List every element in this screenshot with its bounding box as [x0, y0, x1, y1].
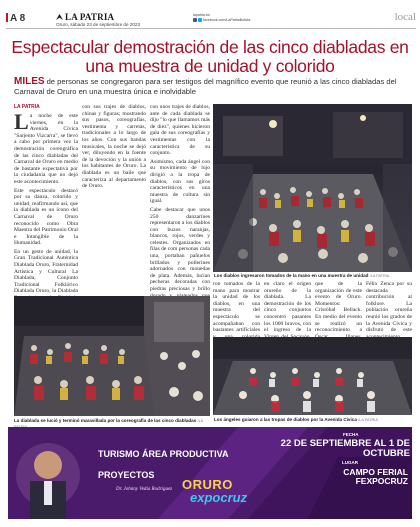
ad-brand-expocruz: expocruz — [190, 490, 248, 505]
ad-date-label: FECHA — [343, 432, 359, 437]
photo-caption-left: La diablada se lució y terminó maravillada por la coreografía de las cinco diabladas /LA — [14, 418, 204, 423]
paragraph: ron tomados de la mano para mostrar la unidad de los diablos, en una muestra del espectáculo se acompañaban con bastantes artificiales — [213, 281, 260, 334]
ad-date: 22 DE SEPTIEMBRE AL 1 DE OCTUBRE — [280, 438, 410, 459]
photo-coreografia — [14, 296, 210, 416]
facebook-icon — [193, 18, 197, 22]
page-number: A 8 — [6, 13, 25, 24]
dancers-photo — [14, 296, 210, 416]
crowd-photo — [213, 104, 412, 272]
section-label: local — [394, 11, 416, 23]
paragraph: en claro el origen orureño de la diablada. La demostración de los cinco conjuntos concentró pasantes los 1000 bravos, con el ingreso de la — [264, 281, 311, 334]
paragraph: En un gesto de unidad, la Gran Tradicional Auténtica Diablada Oruro, Fraternidad Artística y Cultural La Diablada, Conjunto Tradicional Folklórico Diablada Oruro, la Diablada — [14, 248, 78, 295]
bird-icon — [56, 14, 63, 20]
ad-subheadline: PROYECTOS — [98, 470, 155, 480]
headline: Espectacular demostración de las cinco diabladas en una muestra de unidad y colorido — [11, 37, 409, 76]
photo-diablos-unidad — [213, 104, 412, 272]
paragraph: Asimismo, cada ángel con su movimiento de lujo dirigió a la tropa de diablos, con sus giros característicos en una muestra de cultura sin igual. — [150, 158, 210, 205]
website-link[interactable]: lapatria.bo — [193, 13, 210, 17]
page-header — [6, 11, 416, 29]
dateline: Oruro, sábado 23 de septiembre de 2023 — [56, 22, 141, 27]
advertisement-banner[interactable] — [8, 427, 412, 519]
ad-brand-oruro: ORURO — [182, 477, 233, 492]
ad-signature: Dr. Johnny Vedia Rodríguez — [116, 487, 173, 492]
paragraph: con sus trajes de diablos, chinas y figuras; mostrando sus pasos, coreografías, vestimenta y carretas, tradicionales a lo largo de los años. Con sus bandas musicales, la noche se dejó ver, diluyendo en la fuente de la devoción y la unión a los habitantes de Oruro. La diablada es un baile que caracteriza al departamento de Oruro. — [82, 104, 146, 190]
photo-angeles — [213, 337, 412, 415]
article-column-1: LA PATRIA La noche de este viernes, en la Avenida Cívica "Sarjento Vizcarra", se llevó a cabo por primera vez la demostración coreográfica de las cinco diabladas del Carnaval de Oruro en medio de bastante expectativa por la ciudadanía que no dejó este acontecimiento. Este espectáculo destacó por su danza, colorido y unidad, reafirmando así, que la diablada es un ícono del Carnaval de Oruro reconocido como Obra Maestra del Patrimonio Oral e Intangible de la Humanidad. En un gesto de unidad, la Gran Tradicional Auténtica Diablada Oruro, Fraternidad Artística y Cultural La Diablada, Conjunto Tradicional Folklórico Diablada Oruro, la Diablada — [14, 104, 78, 294]
ad-place-label: LUGAR — [342, 460, 358, 465]
masthead-logo: LA PATRIA — [56, 12, 114, 22]
drop-cap: L — [14, 109, 29, 134]
ad-headline: TURISMO ÁREA PRODUCTIVA — [98, 449, 229, 459]
deck — [14, 76, 410, 97]
deck-text: de personas se congregaron para ser testigos del magnífico evento que reunió a las cinco diabladas del Carnaval de Oruro en una muestra única e inolvidable — [14, 77, 397, 96]
article-column-3 — [150, 104, 210, 294]
article-column-2 — [82, 104, 146, 294]
photo-caption-top: Los diablos ingresaron tomados de la mano en una muestra de unidad /LA PATRIA — [214, 273, 390, 278]
ad-place: CAMPO FERIAL FEXPOCRUZ — [343, 467, 408, 486]
facebook-link[interactable]: facebook.com/LaPatriaBolivia — [193, 18, 250, 23]
paragraph: Cabe destacar que unos 250 danzarines representaron a los diablos con buzos naranjas, blancos, rojos, verdes y celestes. Organizados en filas de com personas cada una, portaban pañuelos brillados y pollerines adornados con monedas de plata. Además, lucían pecheras decoradas con piedras preciosas y brillo — [150, 206, 210, 293]
paragraph: Félix Zenca por su destacada contribución al folklore. La población orureña reunió los grados de la Avenida Cívica y disfrutó de este — [366, 281, 412, 334]
paragraph: Este espectáculo destacó por su danza, colorido y unidad, reafirmando así, que la diablada es un ícono del Carnaval de Oruro reconocido como Obra Maestra del Patrimonio Oral e Intangible de la Humanidad. — [14, 187, 78, 247]
paragraph: que de la organización de este evento de Oruro. Momentos: Cristóbal Bellack. En medio del evento se realizó un reconocimiento a — [315, 281, 362, 334]
angels-photo — [213, 337, 412, 415]
paragraph: con unos trajes de diablos, ante de cada diablada se dijo "lo que llamamos más de diez", quienes hicieron gala de sus coreografías y vestimentas con la caracteristica de su conjunto. — [150, 104, 210, 157]
social-links — [193, 13, 250, 23]
byline: LA PATRIA — [14, 104, 40, 110]
twitter-icon — [198, 18, 202, 22]
photo-caption-right: Los ángeles guiaron a las tropas de diablos por la Avenida Cívica /LA PATRIA — [214, 417, 378, 422]
deck-lead: MILES — [14, 76, 45, 87]
